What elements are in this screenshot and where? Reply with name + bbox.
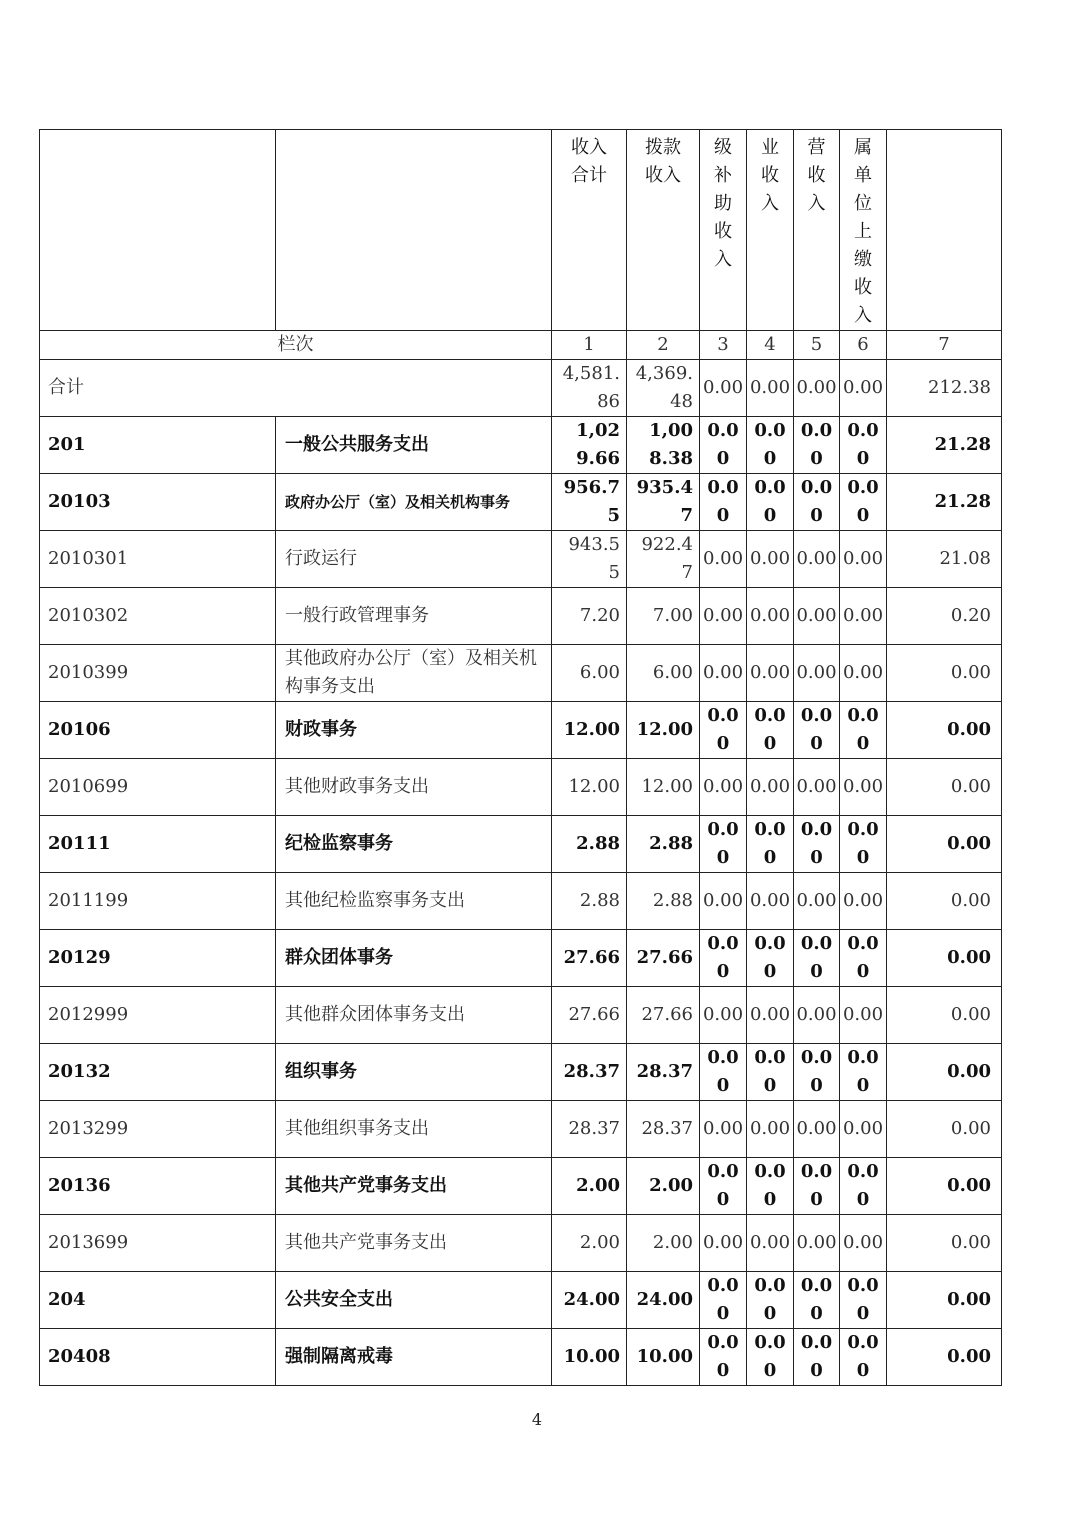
row-c7: 0.00 bbox=[887, 987, 1002, 1044]
header-row bbox=[40, 130, 1002, 331]
row-c7: 0.00 bbox=[887, 1101, 1002, 1158]
header-blank-col7 bbox=[887, 130, 1002, 331]
row-name: 其他纪检监察事务支出 bbox=[276, 873, 552, 930]
row-c1: 6.00 bbox=[552, 645, 627, 702]
row-c5: 0.00 bbox=[794, 417, 840, 474]
row-c2: 28.37 bbox=[627, 1044, 700, 1101]
header-col3: 级补助收入 bbox=[700, 130, 747, 331]
row-c4: 0.00 bbox=[747, 417, 794, 474]
row-c7: 21.28 bbox=[887, 417, 1002, 474]
table-row bbox=[40, 1101, 1002, 1158]
row-c4: 0.00 bbox=[747, 645, 794, 702]
page-number: 4 bbox=[531, 1410, 543, 1429]
row-code: 2013299 bbox=[40, 1101, 276, 1158]
row-c6: 0.00 bbox=[840, 1272, 887, 1329]
row-c2: 12.00 bbox=[627, 702, 700, 759]
row-code: 20106 bbox=[40, 702, 276, 759]
row-c2: 922.47 bbox=[627, 531, 700, 588]
column-number-row bbox=[40, 331, 1002, 360]
row-c6: 0.00 bbox=[840, 1158, 887, 1215]
table-row bbox=[40, 702, 1002, 759]
row-c6: 0.00 bbox=[840, 987, 887, 1044]
row-code: 20136 bbox=[40, 1158, 276, 1215]
row-c7: 0.00 bbox=[887, 1272, 1002, 1329]
row-c4: 0.00 bbox=[747, 816, 794, 873]
total-row bbox=[40, 360, 1002, 417]
total-c5: 0.00 bbox=[794, 360, 840, 417]
total-c2: 4,369.48 bbox=[627, 360, 700, 417]
row-c2: 27.66 bbox=[627, 987, 700, 1044]
header-col5: 营收入 bbox=[794, 130, 840, 331]
row-c4: 0.00 bbox=[747, 987, 794, 1044]
row-code: 2010399 bbox=[40, 645, 276, 702]
row-c5: 0.00 bbox=[794, 1272, 840, 1329]
row-c3: 0.00 bbox=[700, 1158, 747, 1215]
row-c1: 27.66 bbox=[552, 930, 627, 987]
row-code: 20132 bbox=[40, 1044, 276, 1101]
row-c1: 2.00 bbox=[552, 1158, 627, 1215]
row-c2: 2.00 bbox=[627, 1215, 700, 1272]
row-c5: 0.00 bbox=[794, 930, 840, 987]
total-c6: 0.00 bbox=[840, 360, 887, 417]
row-c1: 2.00 bbox=[552, 1215, 627, 1272]
row-c2: 27.66 bbox=[627, 930, 700, 987]
row-name: 其他共产党事务支出 bbox=[276, 1215, 552, 1272]
row-c5: 0.00 bbox=[794, 474, 840, 531]
row-c1: 2.88 bbox=[552, 816, 627, 873]
column-num-5: 5 bbox=[794, 331, 840, 360]
table-row bbox=[40, 759, 1002, 816]
row-name: 纪检监察事务 bbox=[276, 816, 552, 873]
row-c5: 0.00 bbox=[794, 987, 840, 1044]
row-c7: 21.08 bbox=[887, 531, 1002, 588]
row-name: 其他政府办公厅（室）及相关机构事务支出 bbox=[276, 645, 552, 702]
row-code: 20103 bbox=[40, 474, 276, 531]
row-name: 财政事务 bbox=[276, 702, 552, 759]
row-c7: 0.00 bbox=[887, 1158, 1002, 1215]
row-c5: 0.00 bbox=[794, 759, 840, 816]
row-c5: 0.00 bbox=[794, 1158, 840, 1215]
total-c1: 4,581.86 bbox=[552, 360, 627, 417]
row-c6: 0.00 bbox=[840, 474, 887, 531]
table-row bbox=[40, 1329, 1002, 1386]
row-c6: 0.00 bbox=[840, 1044, 887, 1101]
row-code: 204 bbox=[40, 1272, 276, 1329]
column-num-1: 1 bbox=[552, 331, 627, 360]
header-blank-code bbox=[40, 130, 276, 331]
row-c1: 12.00 bbox=[552, 702, 627, 759]
row-c7: 0.00 bbox=[887, 645, 1002, 702]
row-c2: 935.47 bbox=[627, 474, 700, 531]
table-row bbox=[40, 531, 1002, 588]
row-c2: 24.00 bbox=[627, 1272, 700, 1329]
row-c1: 28.37 bbox=[552, 1044, 627, 1101]
row-c6: 0.00 bbox=[840, 873, 887, 930]
total-c3: 0.00 bbox=[700, 360, 747, 417]
row-c3: 0.00 bbox=[700, 531, 747, 588]
row-name: 公共安全支出 bbox=[276, 1272, 552, 1329]
row-code: 201 bbox=[40, 417, 276, 474]
table-row bbox=[40, 816, 1002, 873]
row-c6: 0.00 bbox=[840, 759, 887, 816]
row-c5: 0.00 bbox=[794, 1329, 840, 1386]
row-c3: 0.00 bbox=[700, 1044, 747, 1101]
row-c2: 6.00 bbox=[627, 645, 700, 702]
table-row bbox=[40, 1215, 1002, 1272]
row-name: 其他群众团体事务支出 bbox=[276, 987, 552, 1044]
row-c7: 0.00 bbox=[887, 930, 1002, 987]
row-c4: 0.00 bbox=[747, 702, 794, 759]
row-c3: 0.00 bbox=[700, 1272, 747, 1329]
row-c7: 0.00 bbox=[887, 1329, 1002, 1386]
header-col4: 业收入 bbox=[747, 130, 794, 331]
table-row bbox=[40, 1158, 1002, 1215]
column-num-2: 2 bbox=[627, 331, 700, 360]
row-name: 组织事务 bbox=[276, 1044, 552, 1101]
row-c3: 0.00 bbox=[700, 816, 747, 873]
row-code: 2010302 bbox=[40, 588, 276, 645]
column-num-7: 7 bbox=[887, 331, 1002, 360]
row-c5: 0.00 bbox=[794, 1215, 840, 1272]
row-c2: 7.00 bbox=[627, 588, 700, 645]
row-c7: 0.00 bbox=[887, 702, 1002, 759]
row-c1: 24.00 bbox=[552, 1272, 627, 1329]
row-name: 行政运行 bbox=[276, 531, 552, 588]
table-row bbox=[40, 987, 1002, 1044]
row-name: 强制隔离戒毒 bbox=[276, 1329, 552, 1386]
row-c5: 0.00 bbox=[794, 1101, 840, 1158]
row-c4: 0.00 bbox=[747, 1158, 794, 1215]
row-name: 一般行政管理事务 bbox=[276, 588, 552, 645]
row-c6: 0.00 bbox=[840, 1101, 887, 1158]
row-c4: 0.00 bbox=[747, 1044, 794, 1101]
row-code: 2013699 bbox=[40, 1215, 276, 1272]
header-col6: 属单位上缴收入 bbox=[840, 130, 887, 331]
row-c4: 0.00 bbox=[747, 474, 794, 531]
row-c4: 0.00 bbox=[747, 1101, 794, 1158]
row-c7: 0.00 bbox=[887, 1215, 1002, 1272]
total-c7: 212.38 bbox=[887, 360, 1002, 417]
row-c4: 0.00 bbox=[747, 873, 794, 930]
row-name: 一般公共服务支出 bbox=[276, 417, 552, 474]
row-c2: 28.37 bbox=[627, 1101, 700, 1158]
row-c4: 0.00 bbox=[747, 930, 794, 987]
row-c5: 0.00 bbox=[794, 873, 840, 930]
total-c4: 0.00 bbox=[747, 360, 794, 417]
table-row bbox=[40, 930, 1002, 987]
row-c4: 0.00 bbox=[747, 588, 794, 645]
row-name: 其他共产党事务支出 bbox=[276, 1158, 552, 1215]
row-code: 2012999 bbox=[40, 987, 276, 1044]
row-c1: 12.00 bbox=[552, 759, 627, 816]
row-c2: 1,008.38 bbox=[627, 417, 700, 474]
row-code: 20129 bbox=[40, 930, 276, 987]
row-c6: 0.00 bbox=[840, 702, 887, 759]
row-c3: 0.00 bbox=[700, 873, 747, 930]
header-col1: 收入合计 bbox=[552, 130, 627, 331]
table-row bbox=[40, 417, 1002, 474]
table-row bbox=[40, 873, 1002, 930]
row-c6: 0.00 bbox=[840, 930, 887, 987]
row-c5: 0.00 bbox=[794, 1044, 840, 1101]
row-c5: 0.00 bbox=[794, 588, 840, 645]
row-name: 其他财政事务支出 bbox=[276, 759, 552, 816]
table-row bbox=[40, 1044, 1002, 1101]
row-c5: 0.00 bbox=[794, 645, 840, 702]
row-c4: 0.00 bbox=[747, 1215, 794, 1272]
row-c3: 0.00 bbox=[700, 930, 747, 987]
row-c6: 0.00 bbox=[840, 417, 887, 474]
row-c1: 2.88 bbox=[552, 873, 627, 930]
row-code: 2010301 bbox=[40, 531, 276, 588]
row-c3: 0.00 bbox=[700, 702, 747, 759]
row-c5: 0.00 bbox=[794, 702, 840, 759]
row-code: 20111 bbox=[40, 816, 276, 873]
row-c3: 0.00 bbox=[700, 417, 747, 474]
row-c1: 10.00 bbox=[552, 1329, 627, 1386]
row-code: 2010699 bbox=[40, 759, 276, 816]
row-c2: 2.88 bbox=[627, 816, 700, 873]
header-col2: 拨款收入 bbox=[627, 130, 700, 331]
row-c4: 0.00 bbox=[747, 1329, 794, 1386]
row-c6: 0.00 bbox=[840, 1329, 887, 1386]
row-c7: 0.00 bbox=[887, 759, 1002, 816]
row-c3: 0.00 bbox=[700, 987, 747, 1044]
row-c4: 0.00 bbox=[747, 531, 794, 588]
row-c7: 0.20 bbox=[887, 588, 1002, 645]
row-c6: 0.00 bbox=[840, 1215, 887, 1272]
row-c6: 0.00 bbox=[840, 588, 887, 645]
row-c3: 0.00 bbox=[700, 759, 747, 816]
row-c3: 0.00 bbox=[700, 645, 747, 702]
table-row bbox=[40, 588, 1002, 645]
row-c5: 0.00 bbox=[794, 531, 840, 588]
column-num-4: 4 bbox=[747, 331, 794, 360]
row-c3: 0.00 bbox=[700, 1329, 747, 1386]
row-c2: 2.88 bbox=[627, 873, 700, 930]
row-c3: 0.00 bbox=[700, 1101, 747, 1158]
row-name: 其他组织事务支出 bbox=[276, 1101, 552, 1158]
column-num-3: 3 bbox=[700, 331, 747, 360]
column-row-label: 栏次 bbox=[40, 331, 552, 360]
table-row bbox=[40, 1272, 1002, 1329]
row-c3: 0.00 bbox=[700, 1215, 747, 1272]
row-c3: 0.00 bbox=[700, 588, 747, 645]
row-c3: 0.00 bbox=[700, 474, 747, 531]
row-name: 政府办公厅（室）及相关机构事务 bbox=[276, 474, 552, 531]
row-c2: 12.00 bbox=[627, 759, 700, 816]
row-c7: 0.00 bbox=[887, 873, 1002, 930]
budget-table bbox=[39, 129, 1002, 1386]
row-c7: 0.00 bbox=[887, 1044, 1002, 1101]
row-c6: 0.00 bbox=[840, 816, 887, 873]
row-c6: 0.00 bbox=[840, 645, 887, 702]
row-c1: 943.55 bbox=[552, 531, 627, 588]
column-num-6: 6 bbox=[840, 331, 887, 360]
row-c5: 0.00 bbox=[794, 816, 840, 873]
row-c2: 10.00 bbox=[627, 1329, 700, 1386]
row-c1: 28.37 bbox=[552, 1101, 627, 1158]
row-c1: 1,029.66 bbox=[552, 417, 627, 474]
row-code: 2011199 bbox=[40, 873, 276, 930]
header-blank-name bbox=[276, 130, 552, 331]
row-c4: 0.00 bbox=[747, 759, 794, 816]
table-row bbox=[40, 474, 1002, 531]
row-c6: 0.00 bbox=[840, 531, 887, 588]
row-c1: 7.20 bbox=[552, 588, 627, 645]
row-c7: 21.28 bbox=[887, 474, 1002, 531]
table-row bbox=[40, 645, 1002, 702]
row-c2: 2.00 bbox=[627, 1158, 700, 1215]
row-c1: 956.75 bbox=[552, 474, 627, 531]
row-code: 20408 bbox=[40, 1329, 276, 1386]
total-label: 合计 bbox=[40, 360, 552, 417]
row-c1: 27.66 bbox=[552, 987, 627, 1044]
row-c4: 0.00 bbox=[747, 1272, 794, 1329]
row-c7: 0.00 bbox=[887, 816, 1002, 873]
row-name: 群众团体事务 bbox=[276, 930, 552, 987]
